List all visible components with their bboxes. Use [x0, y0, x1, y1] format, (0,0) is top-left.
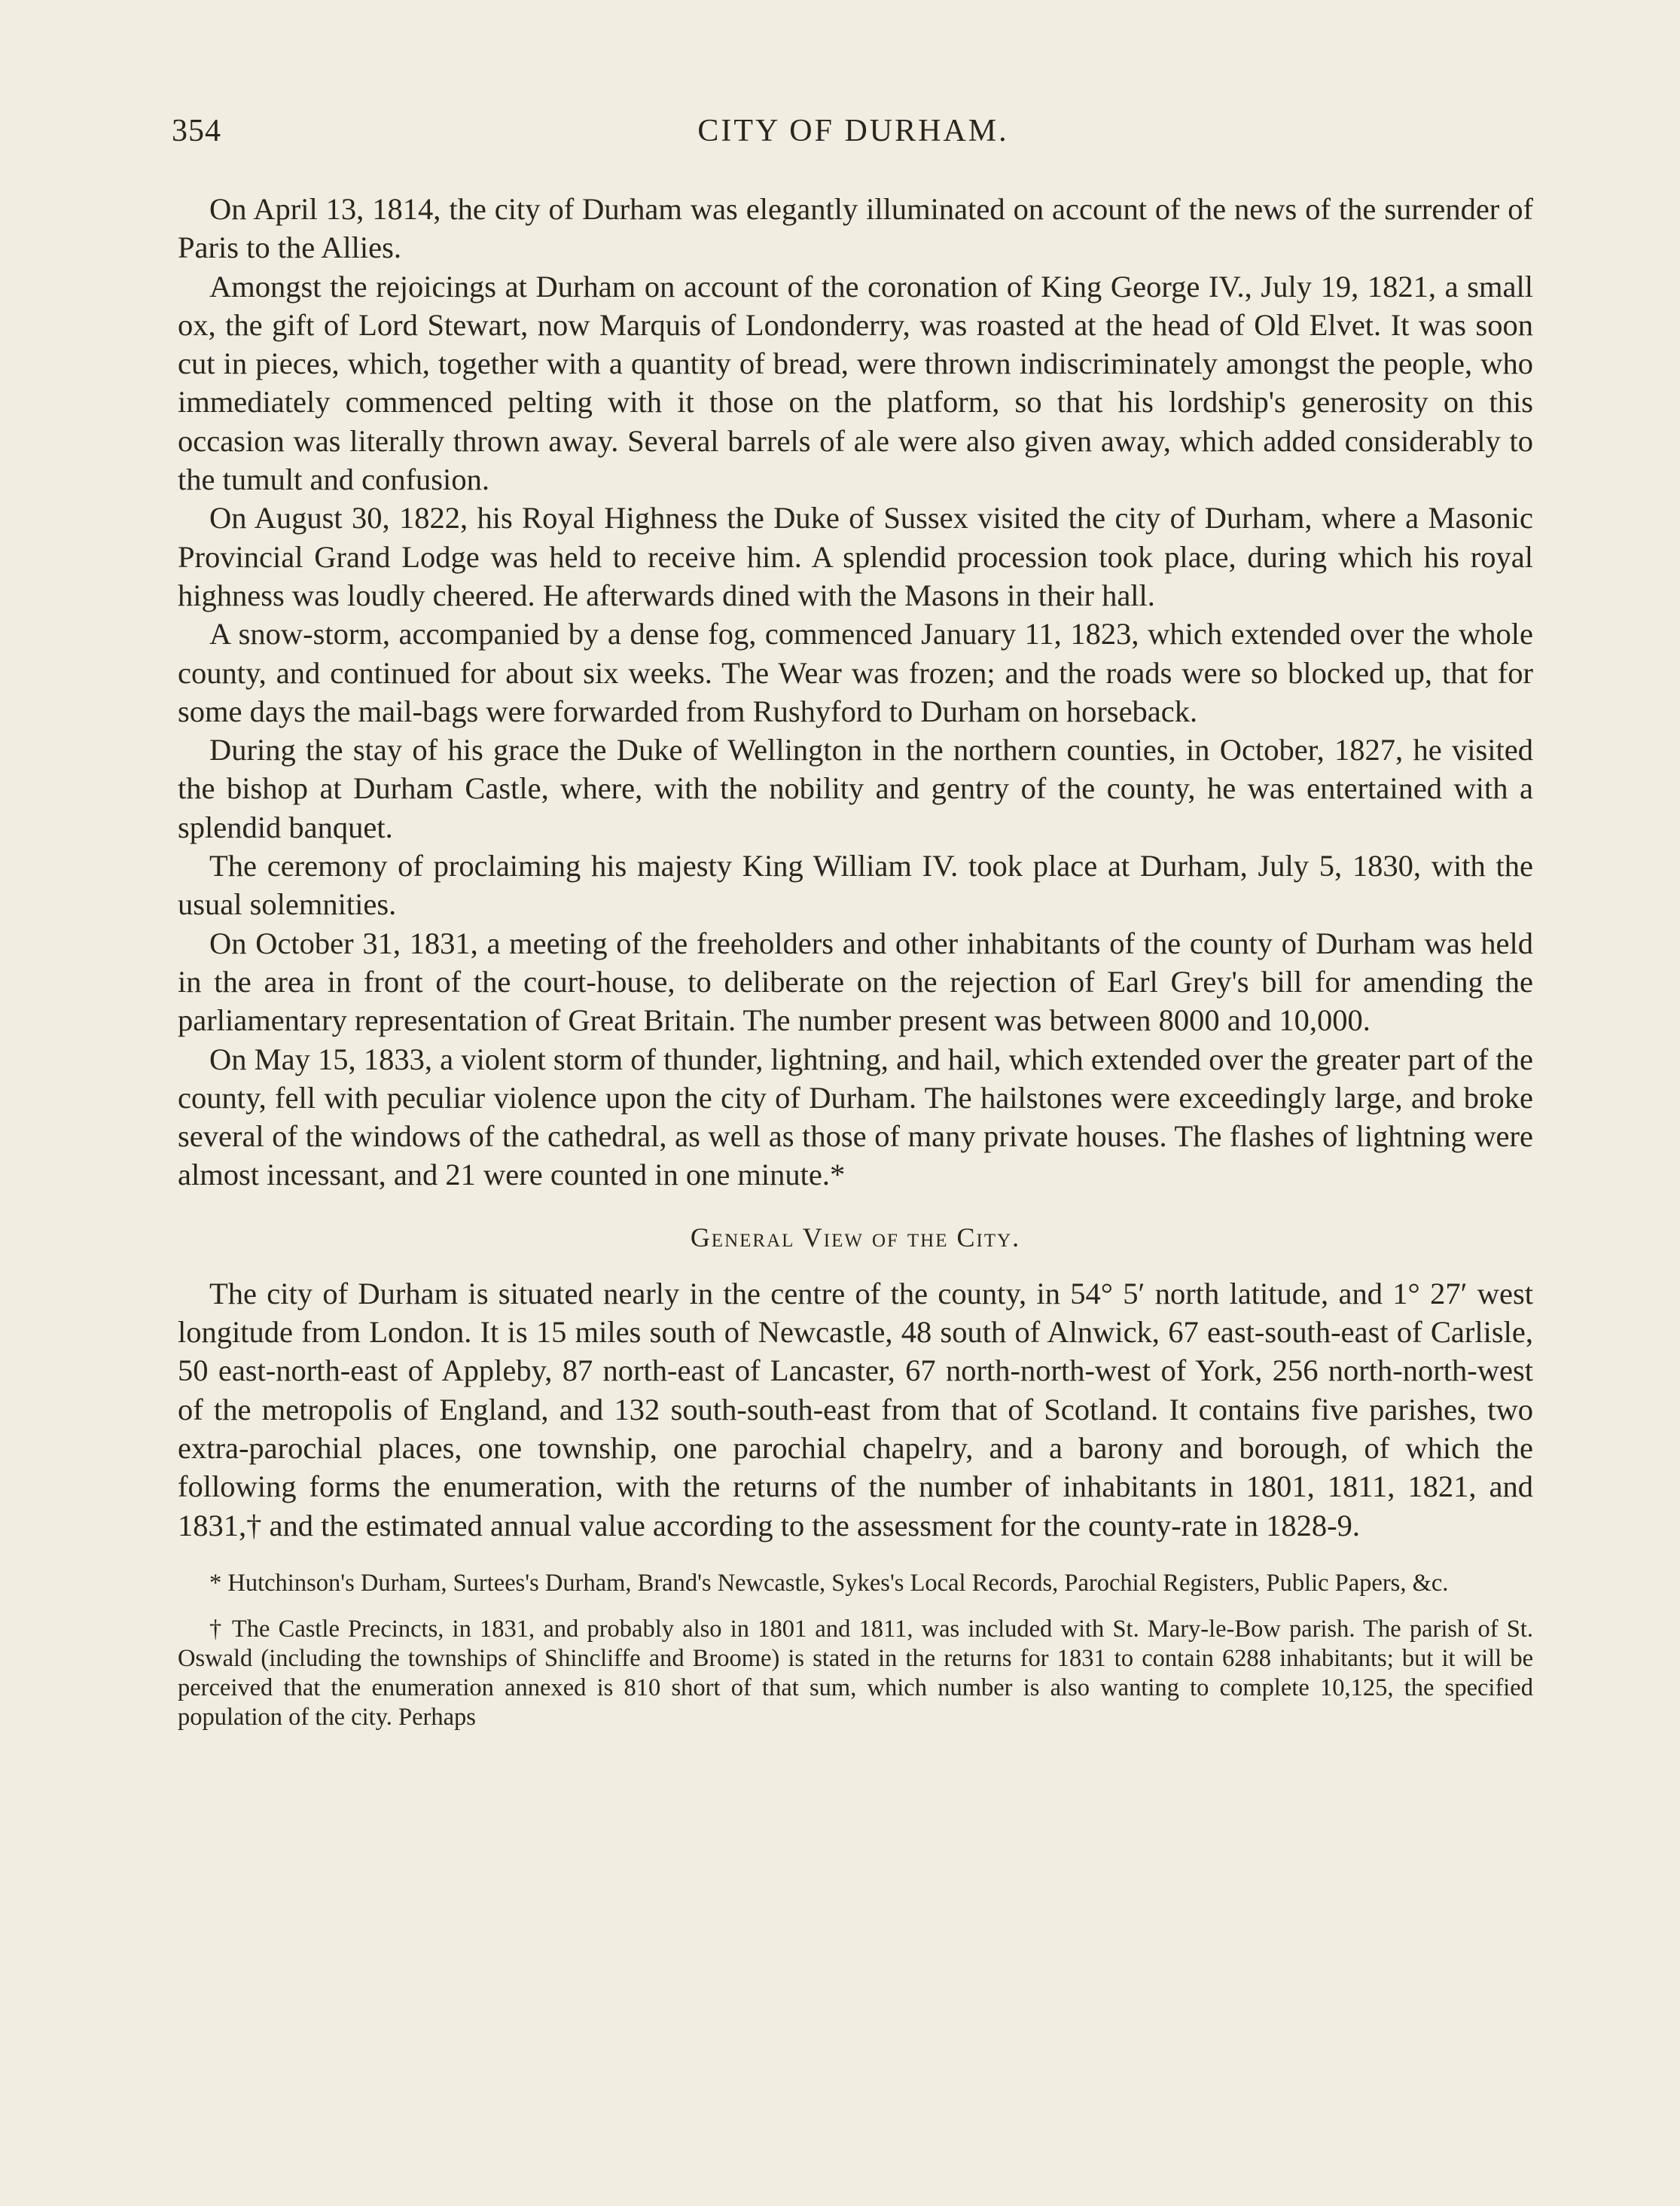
page-header [172, 113, 1535, 158]
paragraph-general-view: The city of Durham is situated nearly in the centre of the county, in 54° 5′ north latitude, and 1° 27′ west longitude from London. It is 15 miles south of Newcastle, 48 south of Alnwick, 67 east-south-east of Carlisle, 50 east-north-east of Appleby, 87 north-east of Lancaster, 67 north-north-west of York, 256 north-north-west of the metropolis of England, and 132 south-south-east from that of Scotland. It contains five parishes, two extra-parochial places, one township, one parochial chapelry, and a barony and borough, of which the following forms the enumeration, with the returns of the number of inhabitants in 1801, 1811, 1821, and 1831,† and the estimated annual value according to the assessment for the county-rate in 1828-9. [178, 1276, 1533, 1542]
footnote-dagger: † The Castle Precincts, in 1831, and probably also in 1801 and 1811, was included with St. Mary-le-Bow parish. The parish of St. Oswald (including the townships of Shincliffe and Broome) is stated in the returns for 1831 to contain 6288 inhabitants; but it will be perceived that the enumeration annexed is 810 short of that sum, which number is also wanting to complete 10,125, the specified population of the city. Perhaps [178, 1615, 1533, 1731]
paragraph-storm-1833: On May 15, 1833, a violent storm of thunder, lightning, and hail, which extended over the greater part of the county, fell with peculiar violence upon the city of Durham. The hailstones were exceedingly large, and broke several of the windows of the cathedral, as well as those of many private houses. The flashes of lightning were almost incessant, and 21 were counted in one minute.* [178, 1042, 1533, 1192]
footnote-asterisk: * Hutchinson's Durham, Surtees's Durham, Brand's Newcastle, Sykes's Local Records, Parochial Registers, Public Papers, &c. [209, 1569, 1449, 1597]
paragraph-duke-of-sussex: On August 30, 1822, his Royal Highness the Duke of Sussex visited the city of Durham, where a Masonic Provincial Grand Lodge was held to receive him. A splendid procession took place, during which his royal highness was loudly cheered. He afterwards dined with the Masons in their hall. [178, 501, 1533, 612]
paragraph-snow-storm: A snow-storm, accompanied by a dense fog, commenced January 11, 1823, which extended over the whole county, and continued for about six weeks. The Wear was frozen; and the roads were so blocked up, that for some days the mail-bags were forwarded from Rushyford to Durham on horseback. [178, 617, 1533, 728]
footnotes [178, 1569, 1533, 1732]
page-number: 354 [172, 114, 221, 148]
paragraph-william-iv: The ceremony of proclaiming his majesty King William IV. took place at Durham, July 5, 1830, with the usual solemnities. [178, 849, 1533, 922]
section-heading: General View of the City. [690, 1222, 1021, 1253]
page-body [178, 190, 1533, 1749]
paragraph-paris-illumination: On April 13, 1814, the city of Durham was elegantly illuminated on account of the news of the surrender of Paris to the Allies. [178, 192, 1533, 265]
running-head: CITY OF DURHAM. [697, 114, 1009, 148]
paragraph-coronation: Amongst the rejoicings at Durham on account of the coronation of King George IV., July 19, 1821, a small ox, the gift of Lord Stewart, now Marquis of Londonderry, was roasted at the head of Old Elvet. It was soon cut in pieces, which, together with a quantity of bread, were thrown indiscriminately amongst the people, who immediately commenced pelting with it those on the platform, so that his lordship's generosity on this occasion was literally thrown away. Several barrels of ale were also given away, which added considerably to the tumult and confusion. [178, 269, 1533, 497]
paragraph-duke-of-wellington: During the stay of his grace the Duke of Wellington in the northern counties, in October, 1827, he visited the bishop at Durham Castle, where, with the nobility and gentry of the county, he was entertained with a splendid banquet. [178, 733, 1533, 844]
paragraph-freeholders-meeting: On October 31, 1831, a meeting of the freeholders and other inhabitants of the county of Durham was held in the area in front of the court-house, to deliberate on the rejection of Earl Grey's bill for amending the parliamentary representation of Great Britain. The number present was between 8000 and 10,000. [178, 926, 1533, 1038]
